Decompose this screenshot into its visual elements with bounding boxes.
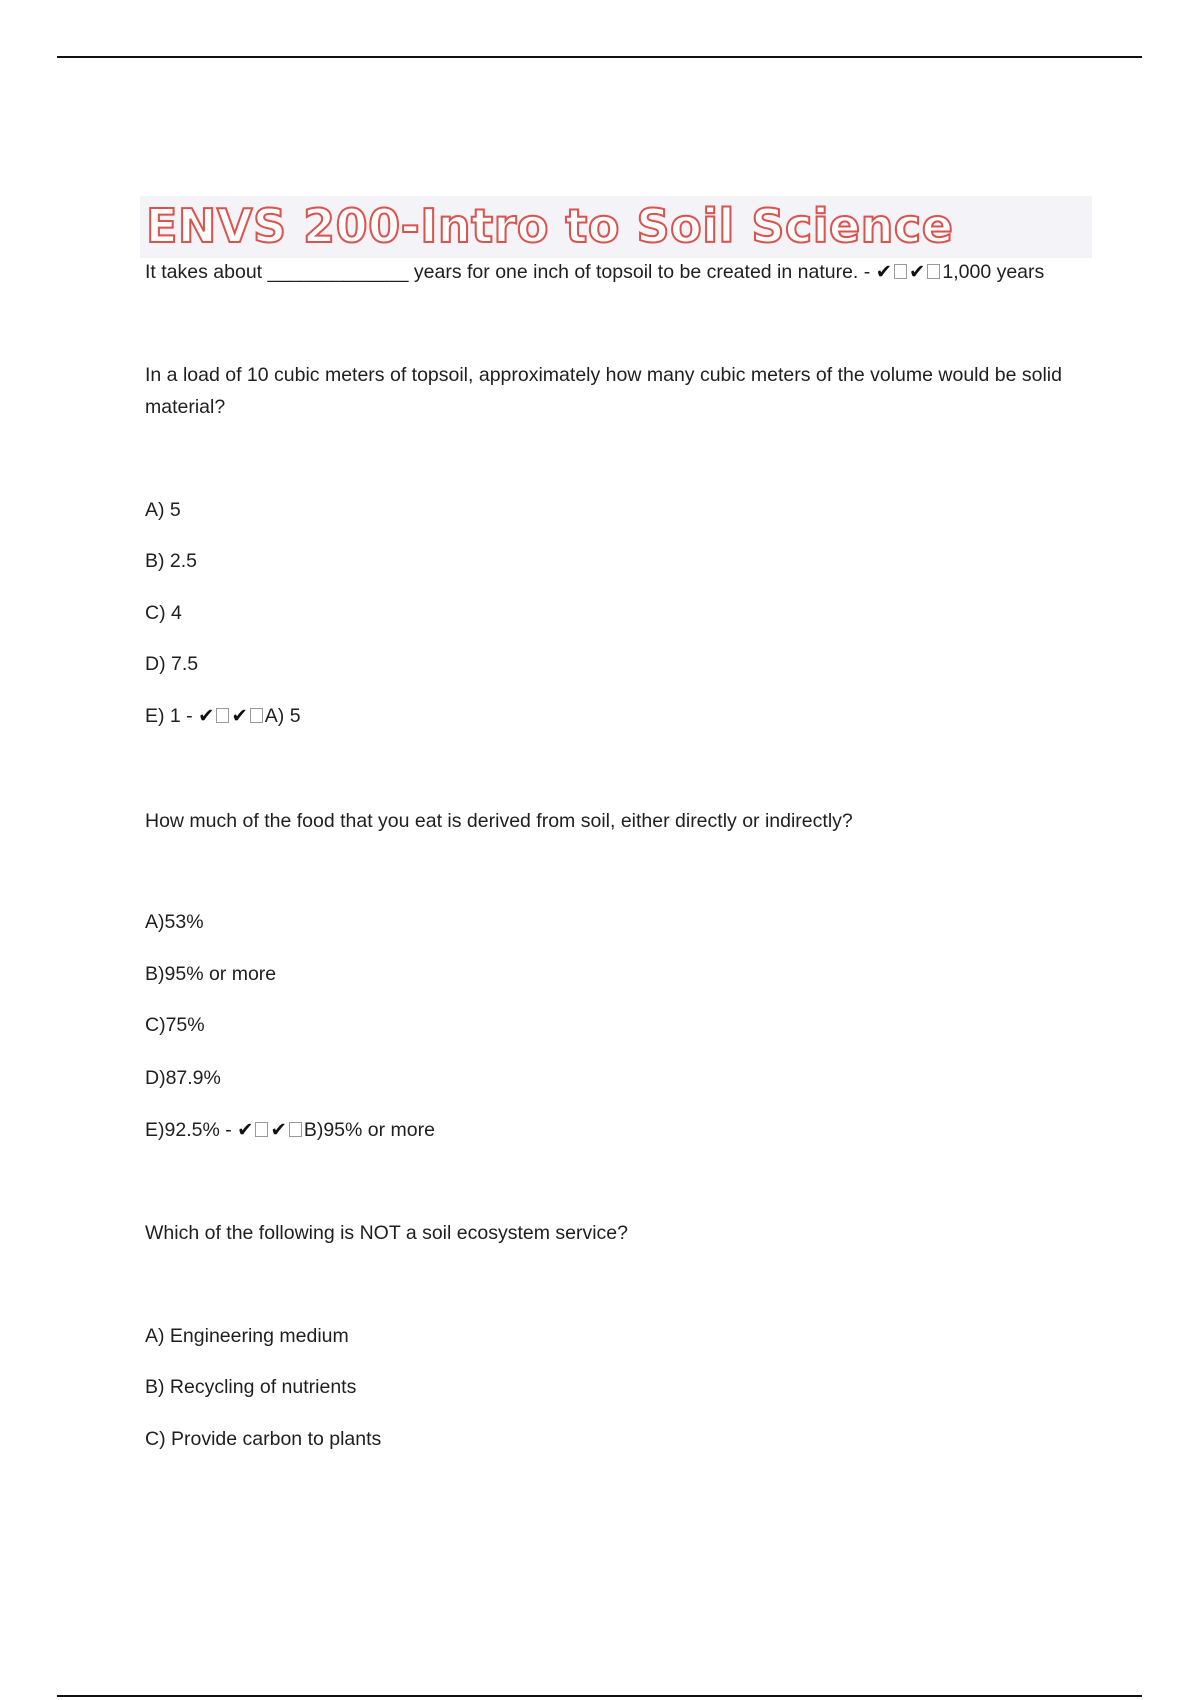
question-3-option-e [145, 1117, 435, 1143]
question-2-option-a: A) 5 [145, 499, 181, 521]
question-2-option-c: C) 4 [145, 602, 182, 624]
question-3-option-c: C)75% [145, 1014, 205, 1036]
check-icon: ✔ [875, 260, 893, 283]
question-2-answer: A) 5 [264, 705, 301, 727]
question-2-option-b: B) 2.5 [145, 550, 198, 572]
question-1-blank: _____________ [267, 261, 409, 283]
top-rule [57, 56, 1142, 58]
question-3-option-b: B)95% or more [145, 963, 277, 985]
check-icon: ✔ [198, 704, 215, 727]
question-4-option-c: C) Provide carbon to plants [145, 1428, 382, 1450]
box-icon [216, 708, 229, 723]
question-1-answer: 1,000 years [942, 261, 1045, 283]
check-icon: ✔ [237, 1118, 254, 1141]
box-icon [289, 1122, 302, 1137]
check-icon: ✔ [270, 1118, 287, 1141]
question-1 [145, 259, 1044, 285]
question-4: Which of the following is NOT a soil ecosystem service? [145, 1222, 628, 1244]
document-title: ENVS 200-Intro to Soil Science [146, 199, 954, 253]
bottom-rule [57, 1695, 1142, 1697]
question-2-option-d: D) 7.5 [145, 653, 199, 675]
check-icon: ✔ [909, 260, 926, 283]
question-2: In a load of 10 cubic meters of topsoil, approximately how many cubic meters of the volume would be solid material? [145, 364, 1062, 418]
question-4-option-b: B) Recycling of nutrients [145, 1376, 357, 1398]
box-icon [927, 264, 940, 279]
question-3-option-e-text: E)92.5% - [145, 1119, 238, 1141]
question-2-option-e-text: E) 1 - [145, 705, 199, 727]
question-3-option-d: D)87.9% [145, 1067, 221, 1089]
question-3-option-a: A)53% [145, 911, 204, 933]
check-icon: ✔ [231, 704, 248, 727]
question-3-answer: B)95% or more [303, 1119, 435, 1141]
box-icon [894, 264, 907, 279]
question-4-option-a: A) Engineering medium [145, 1325, 349, 1347]
box-icon [250, 708, 263, 723]
question-1-prefix: It takes about [145, 261, 268, 283]
question-1-suffix: years for one inch of topsoil to be created in nature. - [408, 261, 876, 283]
box-icon [255, 1122, 268, 1137]
question-2-option-e [145, 703, 301, 729]
question-3: How much of the food that you eat is derived from soil, either directly or indirectly? [145, 810, 853, 832]
